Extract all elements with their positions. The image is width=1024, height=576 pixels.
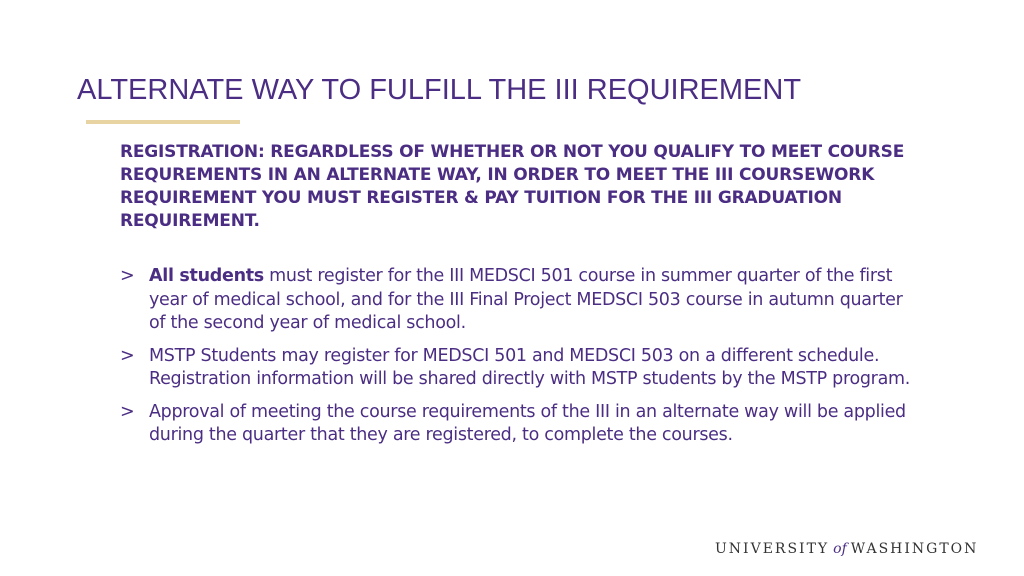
university-logo [715,541,978,557]
registration-subheading: REGISTRATION: REGARDLESS OF WHETHER OR NOT YOU QUALIFY TO MEET COURSE REQUREMENTS IN AN ALTERNATE WAY, IN ORDER TO MEET THE III COURSEWORK REQUIREMENT YOU MUST REGISTER & PAY TUITION FOR THE III GRADUATION REQUIREMENT. [120,142,905,231]
bullet-item-all-students [120,265,920,336]
logo-word-university: UNIVERSITY [715,541,830,557]
slide-title: ALTERNATE WAY TO FULFILL THE III REQUIREMENT [77,74,802,106]
bullet-text: Approval of meeting the course requirements of the III in an alternate way will be applied during the quarter that they are registered, to complete the courses. [149,401,906,445]
logo-word-washington: WASHINGTON [850,541,979,557]
title-accent-bar [86,120,240,124]
logo-word-of: of [833,541,847,557]
bullet-item-approval [120,401,920,448]
bullet-marker: > [120,266,135,286]
bullet-marker: > [120,345,135,366]
bullet-text: must register for the III MEDSCI 501 course in summer quarter of the first year of medical school, and for the III Final Project MEDSCI 503 course in autumn quarter of the second year of medical school. [149,266,903,333]
bullet-text: MSTP Students may register for MEDSCI 501 and MEDSCI 503 on a different schedule. Registration information will be shared directly with MSTP students by the MSTP program. [149,345,911,389]
bullet-marker: > [120,401,135,422]
bullet-lead: All students [149,266,264,286]
bullet-list [120,265,920,457]
bullet-item-mstp [120,345,920,392]
